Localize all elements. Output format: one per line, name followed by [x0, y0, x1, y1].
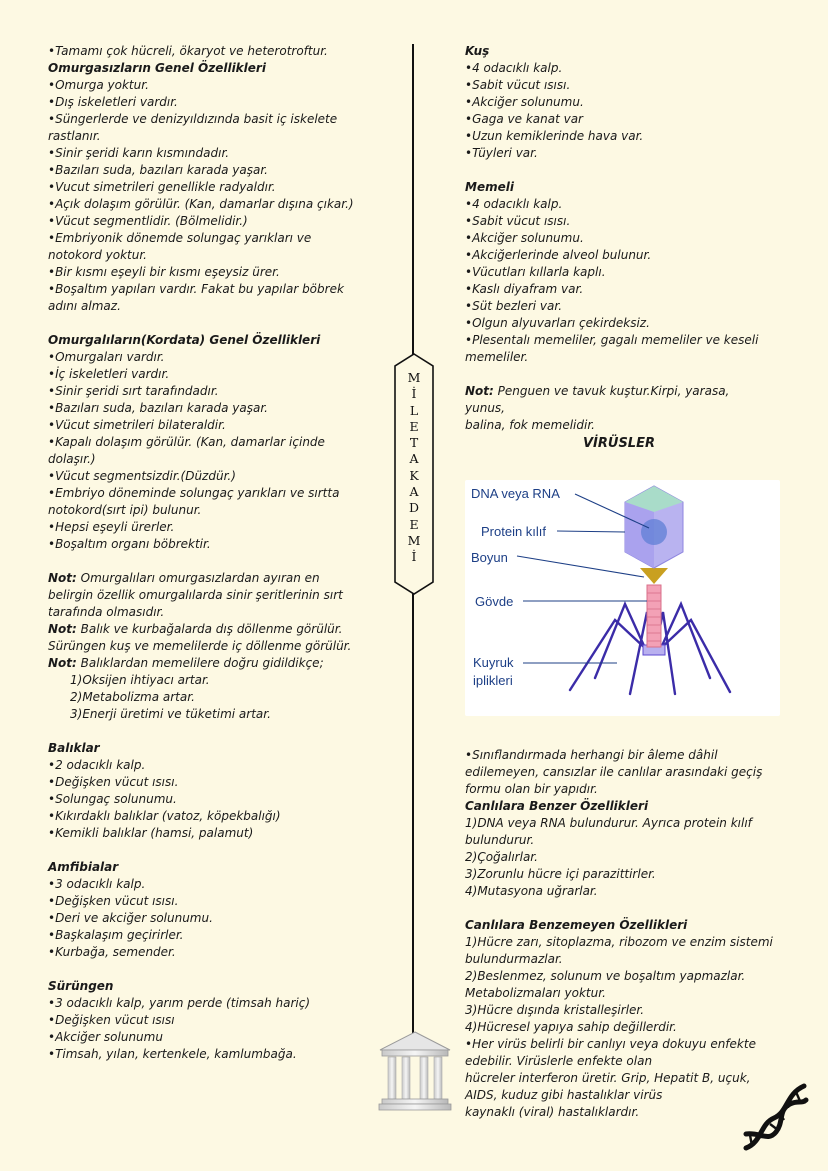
list-item: •Değişken vücut ısısı.	[48, 775, 179, 789]
spine-letter: E	[409, 418, 419, 434]
reptiles-title: Sürüngen	[48, 979, 114, 993]
spine-letter: E	[409, 516, 419, 532]
list-item: notokord(sırt ipi) bulunur.	[48, 503, 202, 517]
list-item: •Solungaç solunumu.	[48, 792, 177, 806]
note-1-line: tarafında olmasıdır.	[48, 605, 165, 619]
diagram-label-protein: Protein kılıf	[481, 524, 547, 539]
note-2-line: Sürüngen kuş ve memelilerde iç döllenme görülür.	[48, 639, 352, 653]
fish-title: Balıklar	[48, 741, 100, 755]
list-item: •4 odacıklı kalp.	[465, 61, 563, 75]
spine-letter: A	[409, 484, 419, 500]
list-item: notokord yoktur.	[48, 248, 147, 262]
list-item: 1)DNA veya RNA bulundurur. Ayrıca protein kılıf	[465, 816, 752, 830]
list-item: rastlanır.	[48, 129, 101, 143]
spine-letter: İ	[411, 549, 417, 565]
list-item: •Omurga yoktur.	[48, 78, 149, 92]
list-item: •Kapalı dolaşım görülür. (Kan, damarlar içinde	[48, 435, 325, 449]
diagram-label-dna: DNA veya RNA	[471, 486, 560, 501]
list-item: •Uzun kemiklerinde hava var.	[465, 129, 644, 143]
list-item: •Süt bezleri var.	[465, 299, 563, 313]
vertebrates-title: Omurgalıların(Kordata) Genel Özellikleri	[48, 333, 321, 347]
list-item: kaynaklı (viral) hastalıklardır.	[465, 1105, 640, 1119]
dissimilar-title: Canlılara Benzemeyen Özellikleri	[465, 918, 688, 932]
note-label: Not:	[48, 571, 77, 585]
note-2: Not: Balık ve kurbağalarda dış döllenme görülür.	[48, 622, 343, 636]
right-column-bottom	[465, 747, 775, 1121]
diagram-label-tail: Kuyruk	[473, 655, 514, 670]
spine-letter: A	[409, 451, 419, 467]
birds-title: Kuş	[465, 44, 490, 58]
list-item: •Bazıları suda, bazıları karada yaşar.	[48, 401, 268, 415]
list-item: •Akciğerlerinde alveol bulunur.	[465, 248, 652, 262]
spine-letter: İ	[411, 386, 417, 402]
left-column	[48, 43, 366, 1063]
list-item: •Plesentalı memeliler, gagalı memeliler ve keseli	[465, 333, 759, 347]
list-item: bulundurur.	[465, 833, 535, 847]
list-item: •Boşaltım yapıları vardır. Fakat bu yapılar böbrek	[48, 282, 344, 296]
virus-intro: •Sınıflandırmada herhangi bir âleme dâhil	[465, 748, 718, 762]
list-item: •Timsah, yılan, kertenkele, kamlumbağa.	[48, 1047, 297, 1061]
list-item: 4)Hücresel yapıya sahip değillerdir.	[465, 1020, 677, 1034]
list-item: •Sabit vücut ısısı.	[465, 78, 571, 92]
list-item: •Sinir şeridi karın kısmındadır.	[48, 146, 230, 160]
list-item: 4)Mutasyona uğrarlar.	[465, 884, 598, 898]
list-item: •Omurgaları vardır.	[48, 350, 165, 364]
right-note: Not: Penguen ve tavuk kuştur.Kirpi, yarasa, yunus,	[465, 384, 730, 415]
virus-title: VİRÜSLER	[582, 436, 655, 451]
virus-intro: formu olan bir yapıdır.	[465, 782, 598, 796]
list-item: Metabolizmaları yoktur.	[465, 986, 606, 1000]
list-item: adını almaz.	[48, 299, 121, 313]
list-item: •Vücut segmentsizdir.(Düzdür.)	[48, 469, 236, 483]
list-item: •Süngerlerde ve denizyıldızında basit iç iskelete	[48, 112, 338, 126]
list-item: •Hepsi eşeyli ürerler.	[48, 520, 175, 534]
list-item: •Vücut simetrileri bilateraldir.	[48, 418, 226, 432]
list-item: •Akciğer solunumu.	[465, 95, 584, 109]
list-item: •Dış iskeletleri vardır.	[48, 95, 178, 109]
list-item: •İç iskeletleri vardır.	[48, 367, 170, 381]
list-item: •Bazıları suda, bazıları karada yaşar.	[48, 163, 268, 177]
spine-letter: L	[409, 402, 419, 418]
list-item: •Kaslı diyafram var.	[465, 282, 584, 296]
list-item: •Akciğer solunumu.	[465, 231, 584, 245]
list-item: memeliler.	[465, 350, 529, 364]
list-item: •Embriyonik dönemde solungaç yarıkları ve	[48, 231, 312, 245]
note-3-item: 3)Enerji üretimi ve tüketimi artar.	[70, 707, 271, 721]
note-3: Not: Balıklardan memelilere doğru gidildikçe;	[48, 656, 324, 670]
list-item: 2)Beslenmez, solunum ve boşaltım yapmazlar.	[465, 969, 746, 983]
virus-intro: edilemeyen, cansızlar ile canlılar arasındaki geçiş	[465, 765, 763, 779]
intro-line: •Tamamı çok hücreli, ökaryot ve heterotroftur.	[48, 44, 328, 58]
list-item: •Embriyo döneminde solungaç yarıkları ve sırtta	[48, 486, 340, 500]
list-item: 2)Çoğalırlar.	[465, 850, 538, 864]
list-item: •2 odacıklı kalp.	[48, 758, 146, 772]
spine-letter: M	[407, 370, 421, 385]
diagram-label-tail-2: iplikleri	[473, 673, 513, 688]
list-item: •3 odacıklı kalp, yarım perde (timsah hariç)	[48, 996, 311, 1010]
amphibians-title: Amfibialar	[48, 860, 119, 874]
list-item: •Vücut segmentlidir. (Bölmelidir.)	[48, 214, 248, 228]
spine-letter: K	[409, 467, 419, 483]
spine-letter: T	[409, 435, 419, 451]
list-item: •Her virüs belirli bir canlıyı veya dokuyu enfekte	[465, 1037, 756, 1051]
list-item: •Değişken vücut ısısı.	[48, 894, 179, 908]
list-item: •Açık dolaşım görülür. (Kan, damarlar dışına çıkar.)	[48, 197, 354, 211]
spine-letter: M	[407, 532, 421, 548]
right-column	[465, 43, 773, 434]
list-item: •Bir kısmı eşeyli bir kısmı eşeysiz ürer.	[48, 265, 280, 279]
list-item: •Vucut simetrileri genellikle radyaldır.	[48, 180, 276, 194]
spine-label	[394, 370, 434, 566]
virus-svg	[465, 480, 780, 716]
note-label: Not:	[465, 384, 494, 398]
list-item: •Boşaltım organı böbrektir.	[48, 537, 211, 551]
list-item: •Başkalaşım geçirirler.	[48, 928, 184, 942]
list-item: •Gaga ve kanat var	[465, 112, 583, 126]
list-item: •Kurbağa, semender.	[48, 945, 176, 959]
list-item: •Kıkırdaklı balıklar (vatoz, köpekbalığı)	[48, 809, 281, 823]
dna-helix-icon	[740, 1080, 810, 1154]
list-item: •4 odacıklı kalp.	[465, 197, 563, 211]
list-item: •Deri ve akciğer solunumu.	[48, 911, 213, 925]
list-item: •Sinir şeridi sırt tarafındadır.	[48, 384, 219, 398]
list-item: AIDS, kuduz gibi hastalıklar virüs	[465, 1088, 663, 1102]
list-item: hücreler interferon üretir. Grip, Hepatit B, uçuk,	[465, 1071, 751, 1085]
temple-icon	[378, 1030, 452, 1112]
note-1: Not: Omurgalıları omurgasızlardan ayıran en	[48, 571, 320, 585]
note-label: Not:	[48, 656, 77, 670]
right-note-line: balina, fok memelidir.	[465, 418, 595, 432]
mammals-title: Memeli	[465, 180, 514, 194]
list-item: edebilir. Virüslerle enfekte olan	[465, 1054, 653, 1068]
spine-letter: D	[408, 500, 420, 516]
list-item: dolaşır.)	[48, 452, 96, 466]
list-item: •Tüyleri var.	[465, 146, 538, 160]
list-item: bulundurmazlar.	[465, 952, 563, 966]
list-item: •Vücutları kıllarla kaplı.	[465, 265, 606, 279]
list-item: •Olgun alyuvarları çekirdeksiz.	[465, 316, 650, 330]
list-item: 3)Zorunlu hücre içi parazittirler.	[465, 867, 656, 881]
note-1-line: belirgin özellik omurgalılarda sinir şeritlerinin sırt	[48, 588, 343, 602]
invertebrates-title: Omurgasızların Genel Özellikleri	[48, 61, 266, 75]
list-item: 1)Hücre zarı, sitoplazma, ribozom ve enzim sistemi	[465, 935, 773, 949]
virus-diagram	[465, 480, 780, 716]
similar-title: Canlılara Benzer Özellikleri	[465, 799, 649, 813]
list-item: •Sabit vücut ısısı.	[465, 214, 571, 228]
list-item: •Akciğer solunumu	[48, 1030, 163, 1044]
diagram-label-neck: Boyun	[471, 550, 508, 565]
list-item: •Değişken vücut ısısı	[48, 1013, 175, 1027]
list-item: •3 odacıklı kalp.	[48, 877, 146, 891]
note-3-item: 1)Oksijen ihtiyacı artar.	[70, 673, 210, 687]
note-3-item: 2)Metabolizma artar.	[70, 690, 195, 704]
list-item: •Kemikli balıklar (hamsi, palamut)	[48, 826, 254, 840]
note-label: Not:	[48, 622, 77, 636]
diagram-label-body: Gövde	[475, 594, 514, 609]
list-item: 3)Hücre dışında kristalleşirler.	[465, 1003, 645, 1017]
